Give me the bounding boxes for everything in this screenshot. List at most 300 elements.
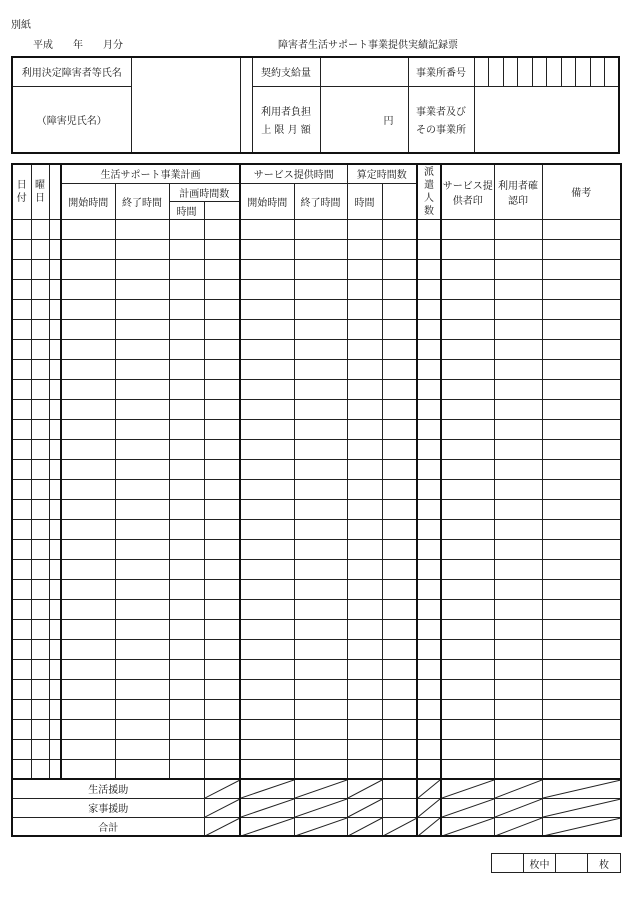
- grid-cell[interactable]: [417, 739, 441, 759]
- grid-cell[interactable]: [169, 639, 204, 659]
- grid-cell[interactable]: [204, 339, 240, 359]
- grid-cell[interactable]: [417, 659, 441, 679]
- grid-cell[interactable]: [441, 679, 494, 699]
- grid-cell[interactable]: [240, 359, 294, 379]
- grid-cell[interactable]: [542, 259, 621, 279]
- office-no-digit[interactable]: [590, 57, 605, 86]
- grid-cell[interactable]: [494, 659, 542, 679]
- grid-cell[interactable]: [382, 319, 417, 339]
- grid-cell[interactable]: [494, 379, 542, 399]
- grid-cell[interactable]: [12, 499, 31, 519]
- grid-cell[interactable]: [294, 599, 347, 619]
- grid-cell[interactable]: [441, 619, 494, 639]
- grid-cell[interactable]: [494, 239, 542, 259]
- grid-cell[interactable]: [347, 279, 382, 299]
- grid-cell[interactable]: [115, 719, 169, 739]
- grid-cell[interactable]: [204, 539, 240, 559]
- grid-cell[interactable]: [542, 639, 621, 659]
- grid-cell[interactable]: [49, 599, 61, 619]
- grid-cell[interactable]: [49, 399, 61, 419]
- grid-cell[interactable]: [542, 299, 621, 319]
- grid-cell[interactable]: [204, 619, 240, 639]
- grid-cell[interactable]: [417, 319, 441, 339]
- grid-cell[interactable]: [294, 739, 347, 759]
- grid-cell[interactable]: [169, 219, 204, 239]
- grid-cell[interactable]: [240, 719, 294, 739]
- grid-cell[interactable]: [294, 419, 347, 439]
- grid-cell[interactable]: [12, 719, 31, 739]
- grid-cell[interactable]: [542, 719, 621, 739]
- grid-cell[interactable]: [240, 559, 294, 579]
- grid-cell[interactable]: [417, 679, 441, 699]
- user-name-field[interactable]: [131, 57, 240, 153]
- grid-cell[interactable]: [347, 539, 382, 559]
- grid-cell[interactable]: [494, 339, 542, 359]
- grid-cell[interactable]: [12, 479, 31, 499]
- grid-cell[interactable]: [347, 519, 382, 539]
- grid-cell[interactable]: [31, 639, 49, 659]
- grid-cell[interactable]: [417, 359, 441, 379]
- grid-cell[interactable]: [347, 339, 382, 359]
- grid-cell[interactable]: [382, 659, 417, 679]
- grid-cell[interactable]: [31, 599, 49, 619]
- grid-cell[interactable]: [542, 319, 621, 339]
- grid-cell[interactable]: [31, 679, 49, 699]
- grid-cell[interactable]: [49, 239, 61, 259]
- grid-cell[interactable]: [382, 459, 417, 479]
- grid-cell[interactable]: [169, 239, 204, 259]
- grid-cell[interactable]: [31, 219, 49, 239]
- grid-cell[interactable]: [382, 699, 417, 719]
- grid-cell[interactable]: [204, 239, 240, 259]
- office-no-digit[interactable]: [489, 57, 504, 86]
- grid-cell[interactable]: [204, 439, 240, 459]
- grid-cell[interactable]: [61, 299, 115, 319]
- grid-cell[interactable]: [115, 479, 169, 499]
- grid-cell[interactable]: [49, 259, 61, 279]
- grid-cell[interactable]: [441, 279, 494, 299]
- grid-cell[interactable]: [31, 279, 49, 299]
- grid-cell[interactable]: [169, 379, 204, 399]
- grid-cell[interactable]: [417, 719, 441, 739]
- grid-cell[interactable]: [441, 379, 494, 399]
- grid-cell[interactable]: [31, 479, 49, 499]
- grid-cell[interactable]: [12, 399, 31, 419]
- grid-cell[interactable]: [494, 719, 542, 739]
- grid-cell[interactable]: [417, 619, 441, 639]
- grid-cell[interactable]: [542, 339, 621, 359]
- grid-cell[interactable]: [12, 739, 31, 759]
- grid-cell[interactable]: [204, 759, 240, 779]
- grid-cell[interactable]: [494, 419, 542, 439]
- grid-cell[interactable]: [382, 479, 417, 499]
- grid-cell[interactable]: [12, 359, 31, 379]
- grid-cell[interactable]: [49, 319, 61, 339]
- grid-cell[interactable]: [115, 739, 169, 759]
- grid-cell[interactable]: [240, 379, 294, 399]
- grid-cell[interactable]: [294, 719, 347, 739]
- grid-cell[interactable]: [382, 339, 417, 359]
- grid-cell[interactable]: [169, 499, 204, 519]
- grid-cell[interactable]: [12, 379, 31, 399]
- grid-cell[interactable]: [169, 579, 204, 599]
- grid-cell[interactable]: [382, 299, 417, 319]
- grid-cell[interactable]: [441, 419, 494, 439]
- grid-cell[interactable]: [240, 639, 294, 659]
- grid-cell[interactable]: [61, 579, 115, 599]
- grid-cell[interactable]: [31, 319, 49, 339]
- grid-cell[interactable]: [417, 299, 441, 319]
- grid-cell[interactable]: [115, 539, 169, 559]
- grid-cell[interactable]: [542, 579, 621, 599]
- grid-cell[interactable]: [441, 539, 494, 559]
- grid-cell[interactable]: [31, 419, 49, 439]
- grid-cell[interactable]: [542, 699, 621, 719]
- grid-cell[interactable]: [204, 599, 240, 619]
- grid-cell[interactable]: [240, 519, 294, 539]
- grid-cell[interactable]: [441, 519, 494, 539]
- grid-cell[interactable]: [31, 379, 49, 399]
- grid-cell[interactable]: [542, 619, 621, 639]
- grid-cell[interactable]: [12, 619, 31, 639]
- grid-cell[interactable]: [240, 659, 294, 679]
- grid-cell[interactable]: [61, 559, 115, 579]
- office-no-digit[interactable]: [474, 57, 489, 86]
- grid-cell[interactable]: [542, 739, 621, 759]
- grid-cell[interactable]: [204, 279, 240, 299]
- grid-cell[interactable]: [494, 599, 542, 619]
- grid-cell[interactable]: [494, 439, 542, 459]
- grid-cell[interactable]: [204, 679, 240, 699]
- grid-cell[interactable]: [204, 579, 240, 599]
- grid-cell[interactable]: [347, 679, 382, 699]
- grid-cell[interactable]: [294, 459, 347, 479]
- grid-cell[interactable]: [441, 299, 494, 319]
- grid-cell[interactable]: [417, 379, 441, 399]
- grid-cell[interactable]: [294, 659, 347, 679]
- grid-cell[interactable]: [31, 659, 49, 679]
- grid-cell[interactable]: [12, 259, 31, 279]
- grid-cell[interactable]: [31, 259, 49, 279]
- grid-cell[interactable]: [49, 639, 61, 659]
- grid-cell[interactable]: [31, 759, 49, 779]
- grid-cell[interactable]: [115, 579, 169, 599]
- grid-cell[interactable]: [240, 259, 294, 279]
- grid-cell[interactable]: [441, 459, 494, 479]
- grid-cell[interactable]: [542, 239, 621, 259]
- grid-cell[interactable]: [49, 499, 61, 519]
- grid-cell[interactable]: [49, 759, 61, 779]
- grid-cell[interactable]: [169, 479, 204, 499]
- grid-cell[interactable]: [382, 559, 417, 579]
- grid-cell[interactable]: [494, 319, 542, 339]
- grid-cell[interactable]: [347, 399, 382, 419]
- grid-cell[interactable]: [49, 579, 61, 599]
- office-no-digit[interactable]: [518, 57, 533, 86]
- grid-cell[interactable]: [49, 559, 61, 579]
- grid-cell[interactable]: [542, 279, 621, 299]
- grid-cell[interactable]: [294, 239, 347, 259]
- grid-cell[interactable]: [441, 719, 494, 739]
- grid-cell[interactable]: [169, 419, 204, 439]
- grid-cell[interactable]: [61, 319, 115, 339]
- grid-cell[interactable]: [115, 239, 169, 259]
- grid-cell[interactable]: [12, 439, 31, 459]
- grid-cell[interactable]: [115, 599, 169, 619]
- grid-cell[interactable]: [494, 479, 542, 499]
- grid-cell[interactable]: [169, 739, 204, 759]
- grid-cell[interactable]: [347, 559, 382, 579]
- grid-cell[interactable]: [12, 659, 31, 679]
- grid-cell[interactable]: [49, 419, 61, 439]
- grid-cell[interactable]: [494, 639, 542, 659]
- grid-cell[interactable]: [441, 579, 494, 599]
- grid-cell[interactable]: [382, 579, 417, 599]
- grid-cell[interactable]: [115, 399, 169, 419]
- grid-cell[interactable]: [169, 719, 204, 739]
- grid-cell[interactable]: [204, 699, 240, 719]
- grid-cell[interactable]: [494, 219, 542, 239]
- grid-cell[interactable]: [12, 599, 31, 619]
- grid-cell[interactable]: [494, 739, 542, 759]
- burden-field[interactable]: [320, 86, 408, 153]
- grid-cell[interactable]: [294, 519, 347, 539]
- grid-cell[interactable]: [441, 659, 494, 679]
- grid-cell[interactable]: [169, 399, 204, 419]
- grid-cell[interactable]: [169, 759, 204, 779]
- grid-cell[interactable]: [61, 339, 115, 359]
- grid-cell[interactable]: [61, 259, 115, 279]
- grid-cell[interactable]: [347, 419, 382, 439]
- office-no-digit[interactable]: [532, 57, 547, 86]
- grid-cell[interactable]: [61, 739, 115, 759]
- grid-cell[interactable]: [441, 759, 494, 779]
- grid-cell[interactable]: [441, 239, 494, 259]
- grid-cell[interactable]: [204, 379, 240, 399]
- grid-cell[interactable]: [542, 399, 621, 419]
- grid-cell[interactable]: [61, 359, 115, 379]
- grid-cell[interactable]: [31, 439, 49, 459]
- grid-cell[interactable]: [31, 519, 49, 539]
- grid-cell[interactable]: [382, 519, 417, 539]
- grid-cell[interactable]: [294, 579, 347, 599]
- grid-cell[interactable]: [240, 699, 294, 719]
- grid-cell[interactable]: [49, 659, 61, 679]
- grid-cell[interactable]: [49, 699, 61, 719]
- grid-cell[interactable]: [382, 379, 417, 399]
- grid-cell[interactable]: [347, 619, 382, 639]
- grid-cell[interactable]: [494, 359, 542, 379]
- grid-cell[interactable]: [347, 239, 382, 259]
- grid-cell[interactable]: [441, 639, 494, 659]
- grid-cell[interactable]: [441, 219, 494, 239]
- grid-cell[interactable]: [542, 559, 621, 579]
- grid-cell[interactable]: [347, 699, 382, 719]
- grid-cell[interactable]: [115, 519, 169, 539]
- grid-cell[interactable]: [542, 219, 621, 239]
- grid-cell[interactable]: [169, 339, 204, 359]
- grid-cell[interactable]: [240, 739, 294, 759]
- grid-cell[interactable]: [12, 639, 31, 659]
- grid-cell[interactable]: [12, 579, 31, 599]
- grid-cell[interactable]: [12, 339, 31, 359]
- grid-cell[interactable]: [382, 619, 417, 639]
- grid-cell[interactable]: [294, 619, 347, 639]
- grid-cell[interactable]: [169, 699, 204, 719]
- grid-cell[interactable]: [61, 399, 115, 419]
- grid-cell[interactable]: [49, 379, 61, 399]
- grid-cell[interactable]: [169, 619, 204, 639]
- grid-cell[interactable]: [441, 699, 494, 719]
- grid-cell[interactable]: [31, 339, 49, 359]
- grid-cell[interactable]: [61, 699, 115, 719]
- grid-cell[interactable]: [417, 699, 441, 719]
- grid-cell[interactable]: [49, 479, 61, 499]
- grid-cell[interactable]: [31, 579, 49, 599]
- grid-cell[interactable]: [61, 279, 115, 299]
- grid-cell[interactable]: [204, 479, 240, 499]
- grid-cell[interactable]: [31, 719, 49, 739]
- grid-cell[interactable]: [61, 219, 115, 239]
- grid-cell[interactable]: [347, 759, 382, 779]
- grid-cell[interactable]: [294, 399, 347, 419]
- grid-cell[interactable]: [441, 439, 494, 459]
- grid-cell[interactable]: [61, 499, 115, 519]
- grid-cell[interactable]: [417, 639, 441, 659]
- grid-cell[interactable]: [294, 439, 347, 459]
- total-cell[interactable]: [382, 798, 417, 817]
- grid-cell[interactable]: [204, 259, 240, 279]
- grid-cell[interactable]: [115, 299, 169, 319]
- grid-cell[interactable]: [169, 319, 204, 339]
- grid-cell[interactable]: [169, 259, 204, 279]
- grid-cell[interactable]: [382, 599, 417, 619]
- grid-cell[interactable]: [417, 499, 441, 519]
- grid-cell[interactable]: [542, 479, 621, 499]
- grid-cell[interactable]: [204, 519, 240, 539]
- grid-cell[interactable]: [294, 299, 347, 319]
- grid-cell[interactable]: [542, 539, 621, 559]
- grid-cell[interactable]: [382, 719, 417, 739]
- grid-cell[interactable]: [49, 739, 61, 759]
- grid-cell[interactable]: [441, 399, 494, 419]
- grid-cell[interactable]: [169, 519, 204, 539]
- grid-cell[interactable]: [347, 319, 382, 339]
- grid-cell[interactable]: [417, 279, 441, 299]
- grid-cell[interactable]: [240, 399, 294, 419]
- grid-cell[interactable]: [169, 299, 204, 319]
- grid-cell[interactable]: [542, 359, 621, 379]
- grid-cell[interactable]: [115, 619, 169, 639]
- office-no-digit[interactable]: [561, 57, 576, 86]
- grid-cell[interactable]: [204, 399, 240, 419]
- grid-cell[interactable]: [382, 639, 417, 659]
- grid-cell[interactable]: [382, 259, 417, 279]
- grid-cell[interactable]: [115, 559, 169, 579]
- grid-cell[interactable]: [494, 559, 542, 579]
- grid-cell[interactable]: [61, 539, 115, 559]
- grid-cell[interactable]: [494, 279, 542, 299]
- grid-cell[interactable]: [347, 259, 382, 279]
- grid-cell[interactable]: [417, 259, 441, 279]
- grid-cell[interactable]: [441, 599, 494, 619]
- grid-cell[interactable]: [294, 259, 347, 279]
- office-no-digit[interactable]: [503, 57, 518, 86]
- grid-cell[interactable]: [294, 499, 347, 519]
- grid-cell[interactable]: [240, 239, 294, 259]
- grid-cell[interactable]: [441, 339, 494, 359]
- grid-cell[interactable]: [31, 359, 49, 379]
- grid-cell[interactable]: [12, 239, 31, 259]
- grid-cell[interactable]: [12, 759, 31, 779]
- grid-cell[interactable]: [204, 639, 240, 659]
- grid-cell[interactable]: [382, 399, 417, 419]
- grid-cell[interactable]: [347, 379, 382, 399]
- grid-cell[interactable]: [31, 559, 49, 579]
- grid-cell[interactable]: [382, 419, 417, 439]
- grid-cell[interactable]: [294, 479, 347, 499]
- grid-cell[interactable]: [542, 379, 621, 399]
- grid-cell[interactable]: [169, 279, 204, 299]
- grid-cell[interactable]: [169, 439, 204, 459]
- grid-cell[interactable]: [494, 699, 542, 719]
- grid-cell[interactable]: [417, 459, 441, 479]
- grid-cell[interactable]: [49, 539, 61, 559]
- grid-cell[interactable]: [417, 579, 441, 599]
- grid-cell[interactable]: [240, 539, 294, 559]
- grid-cell[interactable]: [417, 479, 441, 499]
- grid-cell[interactable]: [494, 459, 542, 479]
- grid-cell[interactable]: [347, 299, 382, 319]
- grid-cell[interactable]: [417, 559, 441, 579]
- grid-cell[interactable]: [494, 499, 542, 519]
- grid-cell[interactable]: [294, 379, 347, 399]
- grid-cell[interactable]: [115, 339, 169, 359]
- grid-cell[interactable]: [542, 679, 621, 699]
- grid-cell[interactable]: [204, 739, 240, 759]
- total-cell[interactable]: [382, 779, 417, 798]
- grid-cell[interactable]: [382, 759, 417, 779]
- grid-cell[interactable]: [49, 299, 61, 319]
- grid-cell[interactable]: [240, 479, 294, 499]
- grid-cell[interactable]: [294, 759, 347, 779]
- grid-cell[interactable]: [441, 359, 494, 379]
- grid-cell[interactable]: [61, 379, 115, 399]
- grid-cell[interactable]: [347, 499, 382, 519]
- grid-cell[interactable]: [31, 399, 49, 419]
- grid-cell[interactable]: [240, 619, 294, 639]
- grid-cell[interactable]: [347, 739, 382, 759]
- grid-cell[interactable]: [441, 559, 494, 579]
- grid-cell[interactable]: [31, 459, 49, 479]
- grid-cell[interactable]: [494, 299, 542, 319]
- grid-cell[interactable]: [240, 439, 294, 459]
- grid-cell[interactable]: [12, 679, 31, 699]
- grid-cell[interactable]: [382, 219, 417, 239]
- grid-cell[interactable]: [347, 439, 382, 459]
- grid-cell[interactable]: [417, 539, 441, 559]
- grid-cell[interactable]: [294, 279, 347, 299]
- grid-cell[interactable]: [61, 639, 115, 659]
- grid-cell[interactable]: [382, 239, 417, 259]
- grid-cell[interactable]: [347, 719, 382, 739]
- grid-cell[interactable]: [494, 759, 542, 779]
- grid-cell[interactable]: [240, 339, 294, 359]
- grid-cell[interactable]: [31, 619, 49, 639]
- grid-cell[interactable]: [441, 739, 494, 759]
- grid-cell[interactable]: [115, 439, 169, 459]
- grid-cell[interactable]: [49, 219, 61, 239]
